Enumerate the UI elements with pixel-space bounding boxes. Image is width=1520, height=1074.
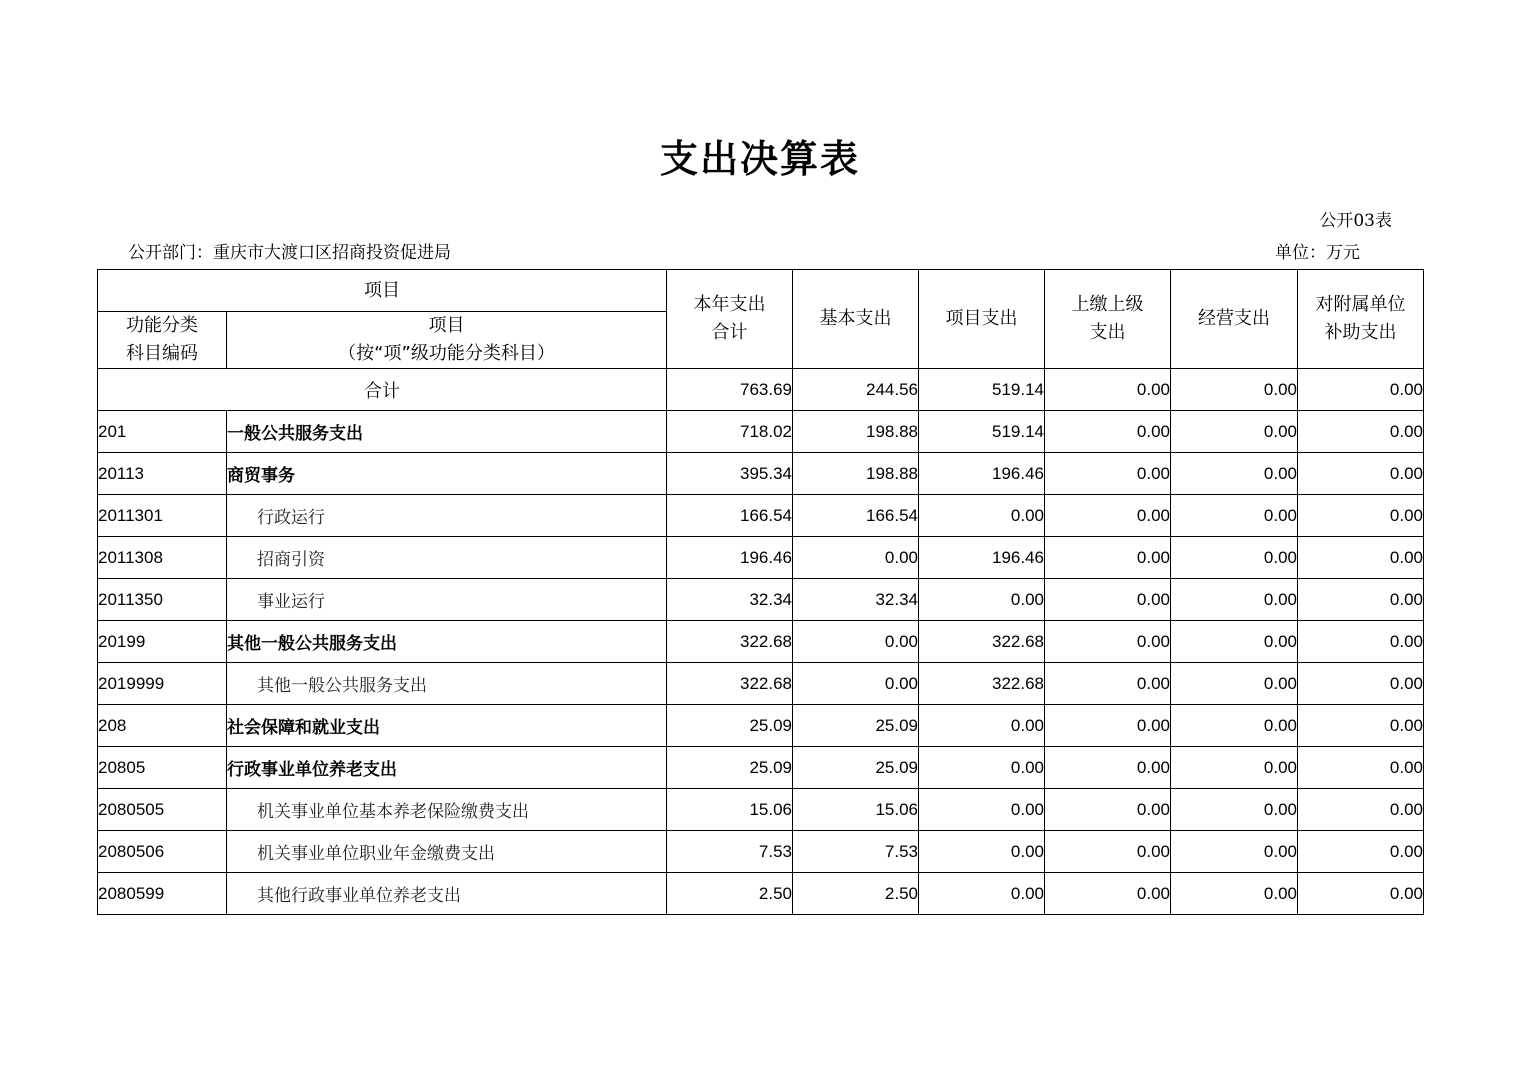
- code-cell: 2011301: [98, 495, 227, 537]
- name-cell: 事业运行: [227, 579, 667, 621]
- table-row: [98, 495, 1424, 537]
- value-cell: 0.00: [919, 789, 1045, 831]
- value-cell: 0.00: [1171, 621, 1298, 663]
- value-cell: 15.06: [793, 789, 919, 831]
- value-cell: 0.00: [1298, 705, 1424, 747]
- header-subsidy-line2: 补助支出: [1324, 322, 1397, 343]
- total-value-cell: 0.00: [1171, 369, 1298, 411]
- header-code-line2: 科目编码: [126, 343, 198, 364]
- value-cell: 322.68: [667, 663, 793, 705]
- value-cell: 32.34: [793, 579, 919, 621]
- code-cell: 2011350: [98, 579, 227, 621]
- table-row: [98, 873, 1424, 915]
- table-row: [98, 411, 1424, 453]
- value-cell: 2.50: [793, 873, 919, 915]
- value-cell: 196.46: [919, 453, 1045, 495]
- name-cell: 行政运行: [227, 495, 667, 537]
- value-cell: 0.00: [1171, 789, 1298, 831]
- name-cell: 机关事业单位职业年金缴费支出: [227, 831, 667, 873]
- table-row: [98, 621, 1424, 663]
- value-cell: 0.00: [1298, 453, 1424, 495]
- total-label: 合计: [98, 369, 667, 411]
- code-cell: 208: [98, 705, 227, 747]
- value-cell: 25.09: [667, 747, 793, 789]
- header-name-line1: 项目: [428, 315, 465, 336]
- header-project: 项目支出: [919, 270, 1045, 369]
- value-cell: 166.54: [793, 495, 919, 537]
- header-total-line2: 合计: [711, 322, 748, 343]
- name-cell: 行政事业单位养老支出: [227, 747, 667, 789]
- code-cell: 20805: [98, 747, 227, 789]
- value-cell: 198.88: [793, 411, 919, 453]
- value-cell: 0.00: [1298, 411, 1424, 453]
- value-cell: 0.00: [1045, 789, 1171, 831]
- table-row: [98, 831, 1424, 873]
- value-cell: 0.00: [1298, 495, 1424, 537]
- value-cell: 0.00: [1045, 705, 1171, 747]
- table-row: [98, 579, 1424, 621]
- value-cell: 166.54: [667, 495, 793, 537]
- value-cell: 0.00: [919, 873, 1045, 915]
- code-cell: 20113: [98, 453, 227, 495]
- header-name: [227, 312, 667, 369]
- header-total-line1: 本年支出: [693, 294, 766, 315]
- value-cell: 322.68: [667, 621, 793, 663]
- value-cell: 0.00: [1045, 453, 1171, 495]
- total-value-cell: 763.69: [667, 369, 793, 411]
- value-cell: 0.00: [919, 747, 1045, 789]
- value-cell: 0.00: [1171, 705, 1298, 747]
- value-cell: 196.46: [667, 537, 793, 579]
- header-total: [667, 270, 793, 369]
- value-cell: 25.09: [793, 747, 919, 789]
- form-number: 公开03表: [1319, 211, 1392, 231]
- header-item-group: 项目: [98, 270, 667, 312]
- value-cell: 7.53: [793, 831, 919, 873]
- value-cell: 0.00: [1045, 579, 1171, 621]
- value-cell: 0.00: [793, 537, 919, 579]
- header-upper-line2: 支出: [1089, 322, 1126, 343]
- code-cell: 2019999: [98, 663, 227, 705]
- table-row: [98, 705, 1424, 747]
- value-cell: 0.00: [1171, 411, 1298, 453]
- unit-label: 单位：万元: [1275, 243, 1360, 263]
- header-code: [98, 312, 227, 369]
- table-row: [98, 663, 1424, 705]
- value-cell: 322.68: [919, 621, 1045, 663]
- page-title: 支出决算表: [659, 137, 860, 181]
- value-cell: 0.00: [793, 621, 919, 663]
- value-cell: 322.68: [919, 663, 1045, 705]
- name-cell: 机关事业单位基本养老保险缴费支出: [227, 789, 667, 831]
- table-row: [98, 537, 1424, 579]
- value-cell: 0.00: [1298, 747, 1424, 789]
- header-code-line1: 功能分类: [126, 315, 198, 336]
- code-cell: 20199: [98, 621, 227, 663]
- value-cell: 0.00: [1298, 663, 1424, 705]
- value-cell: 0.00: [1045, 537, 1171, 579]
- value-cell: 0.00: [1045, 747, 1171, 789]
- value-cell: 0.00: [1298, 789, 1424, 831]
- value-cell: 0.00: [1298, 579, 1424, 621]
- value-cell: 0.00: [1171, 537, 1298, 579]
- value-cell: 25.09: [793, 705, 919, 747]
- value-cell: 198.88: [793, 453, 919, 495]
- name-cell: 一般公共服务支出: [227, 411, 667, 453]
- value-cell: 0.00: [1298, 873, 1424, 915]
- value-cell: 395.34: [667, 453, 793, 495]
- table-body: [98, 369, 1424, 915]
- value-cell: 0.00: [919, 831, 1045, 873]
- value-cell: 0.00: [1298, 621, 1424, 663]
- value-cell: 0.00: [1045, 495, 1171, 537]
- value-cell: 0.00: [1045, 663, 1171, 705]
- value-cell: 0.00: [1298, 537, 1424, 579]
- value-cell: 2.50: [667, 873, 793, 915]
- value-cell: 196.46: [919, 537, 1045, 579]
- value-cell: 32.34: [667, 579, 793, 621]
- value-cell: 0.00: [1045, 831, 1171, 873]
- header-subsidy-line1: 对附属单位: [1315, 294, 1406, 315]
- value-cell: 0.00: [1171, 747, 1298, 789]
- header-upper-line1: 上缴上级: [1071, 294, 1144, 315]
- value-cell: 7.53: [667, 831, 793, 873]
- value-cell: 0.00: [919, 495, 1045, 537]
- code-cell: 2011308: [98, 537, 227, 579]
- total-row: [98, 369, 1424, 411]
- total-value-cell: 244.56: [793, 369, 919, 411]
- value-cell: 0.00: [1171, 873, 1298, 915]
- table-row: [98, 453, 1424, 495]
- value-cell: 0.00: [1045, 873, 1171, 915]
- total-value-cell: 0.00: [1045, 369, 1171, 411]
- header-name-line2: （按“项”级功能分类科目）: [338, 343, 555, 364]
- value-cell: 0.00: [1171, 579, 1298, 621]
- department-label: 公开部门：重庆市大渡口区招商投资促进局: [128, 243, 451, 263]
- table-row: [98, 747, 1424, 789]
- header-upper: [1045, 270, 1171, 369]
- code-cell: 2080505: [98, 789, 227, 831]
- code-cell: 201: [98, 411, 227, 453]
- total-value-cell: 0.00: [1298, 369, 1424, 411]
- value-cell: 15.06: [667, 789, 793, 831]
- code-cell: 2080506: [98, 831, 227, 873]
- value-cell: 0.00: [919, 579, 1045, 621]
- value-cell: 0.00: [1045, 411, 1171, 453]
- header-subsidy: [1298, 270, 1424, 369]
- name-cell: 招商引资: [227, 537, 667, 579]
- name-cell: 其他一般公共服务支出: [227, 663, 667, 705]
- value-cell: 25.09: [667, 705, 793, 747]
- name-cell: 其他一般公共服务支出: [227, 621, 667, 663]
- name-cell: 社会保障和就业支出: [227, 705, 667, 747]
- header-basic: 基本支出: [793, 270, 919, 369]
- code-cell: 2080599: [98, 873, 227, 915]
- value-cell: 0.00: [1045, 621, 1171, 663]
- value-cell: 519.14: [919, 411, 1045, 453]
- value-cell: 0.00: [1171, 495, 1298, 537]
- table-header: [98, 270, 1424, 369]
- value-cell: 0.00: [1171, 453, 1298, 495]
- header-business: 经营支出: [1171, 270, 1298, 369]
- value-cell: 0.00: [1298, 831, 1424, 873]
- table-row: [98, 789, 1424, 831]
- expenditure-table: [97, 269, 1424, 915]
- value-cell: 0.00: [1171, 831, 1298, 873]
- total-value-cell: 519.14: [919, 369, 1045, 411]
- name-cell: 其他行政事业单位养老支出: [227, 873, 667, 915]
- value-cell: 0.00: [793, 663, 919, 705]
- value-cell: 718.02: [667, 411, 793, 453]
- name-cell: 商贸事务: [227, 453, 667, 495]
- value-cell: 0.00: [919, 705, 1045, 747]
- value-cell: 0.00: [1171, 663, 1298, 705]
